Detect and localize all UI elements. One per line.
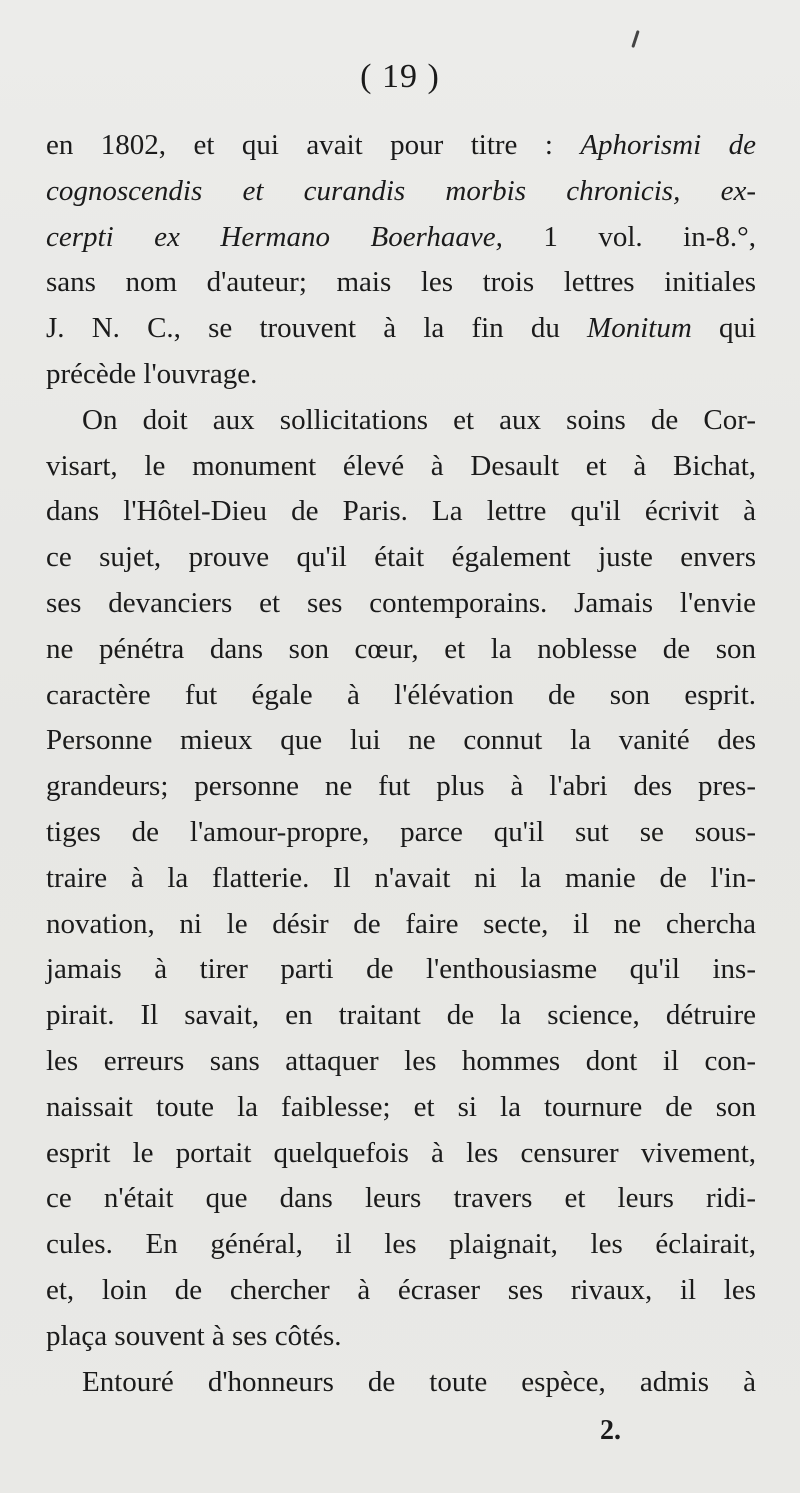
text-line [46,626,756,672]
text-line [46,214,756,260]
text-line [46,443,756,489]
text-line [46,672,756,718]
line-text: ne pénétra dans son cœur, et la noblesse de son [46,632,756,665]
line-text: précède l'ouvrage. [46,358,258,390]
text-line [82,397,756,443]
text-line [46,946,756,992]
line-text: Personne mieux que lui ne connut la vanité des [46,724,756,757]
text-line [46,717,756,763]
line-text: les erreurs sans attaquer les hommes dont il con- [46,1045,756,1077]
italic-text: cognoscendis et curandis morbis chronicis, ex- [46,174,756,207]
line-text: plaça souvent à ses côtés. [46,1319,342,1352]
text-line [46,351,756,397]
text-line [46,855,756,901]
text-line [46,992,756,1038]
text-line [46,1267,756,1313]
text-line [46,305,756,351]
line-text: cules. En général, il les plaignait, les éclairait, [46,1228,756,1261]
line-text: novation, ni le désir de faire secte, il ne chercha [46,907,756,940]
ink-mark [631,30,639,48]
text-line [46,901,756,947]
line-text: pirait. Il savait, en traitant de la science, détruire [46,999,756,1032]
text-line [46,1038,756,1084]
text-line [46,1084,756,1130]
line-text: visart, le monument élevé à Desault et à Bichat, [46,449,756,482]
line-text: On doit aux sollicitations et aux soins de Cor- [82,403,756,436]
line-text: tiges de l'amour-propre, parce qu'il sut se sous- [46,816,756,848]
italic-text: Monitum [587,312,692,345]
text-line [46,1221,756,1267]
text-line [82,1359,756,1405]
text-line [46,1313,756,1359]
line-text: naissait toute la faiblesse; et si la tournure de son [46,1090,756,1123]
line-text: caractère fut égale à l'élévation de son esprit. [46,678,756,711]
signature-mark: 2. [600,1415,621,1446]
page-number: ( 19 ) [360,58,440,95]
line-text: qui [691,312,757,345]
line-text: J. N. C., se trouvent à la fin du [46,312,588,345]
text-line [46,580,756,626]
italic-text: cerpti ex Hermano Boerhaave, [46,220,503,253]
line-text: jamais à tirer parti de l'enthousiasme qu'il ins- [46,953,756,986]
line-text: en 1802, et qui avait pour titre : [46,129,581,161]
italic-text: Aphorismi de [580,129,756,161]
text-line [46,1130,756,1176]
text-line [46,122,756,168]
text-line [46,1175,756,1221]
line-text: et, loin de chercher à écraser ses rivaux, il les [46,1274,756,1306]
line-text: sans nom d'auteur; mais les trois lettres initiales [46,266,756,299]
line-text: ce n'était que dans leurs travers et leurs ridi- [46,1182,756,1215]
line-text: traire à la flatterie. Il n'avait ni la manie de l'in- [46,861,756,894]
text-line [46,534,756,580]
line-text: ce sujet, prouve qu'il était également juste envers [46,541,756,574]
line-text: 1 vol. in-8.°, [502,220,756,253]
line-text: esprit le portait quelquefois à les censurer vivement, [46,1136,756,1169]
line-text: Entouré d'honneurs de toute espèce, admis à [82,1365,756,1398]
text-line [46,809,756,855]
line-text: grandeurs; personne ne fut plus à l'abri des pres- [46,770,756,803]
line-text: ses devanciers et ses contemporains. Jamais l'envie [46,587,756,619]
text-line [46,168,756,214]
text-line [46,488,756,534]
text-line [46,259,756,305]
line-text: dans l'Hôtel-Dieu de Paris. La lettre qu'il écrivit à [46,495,756,528]
text-line [46,763,756,809]
